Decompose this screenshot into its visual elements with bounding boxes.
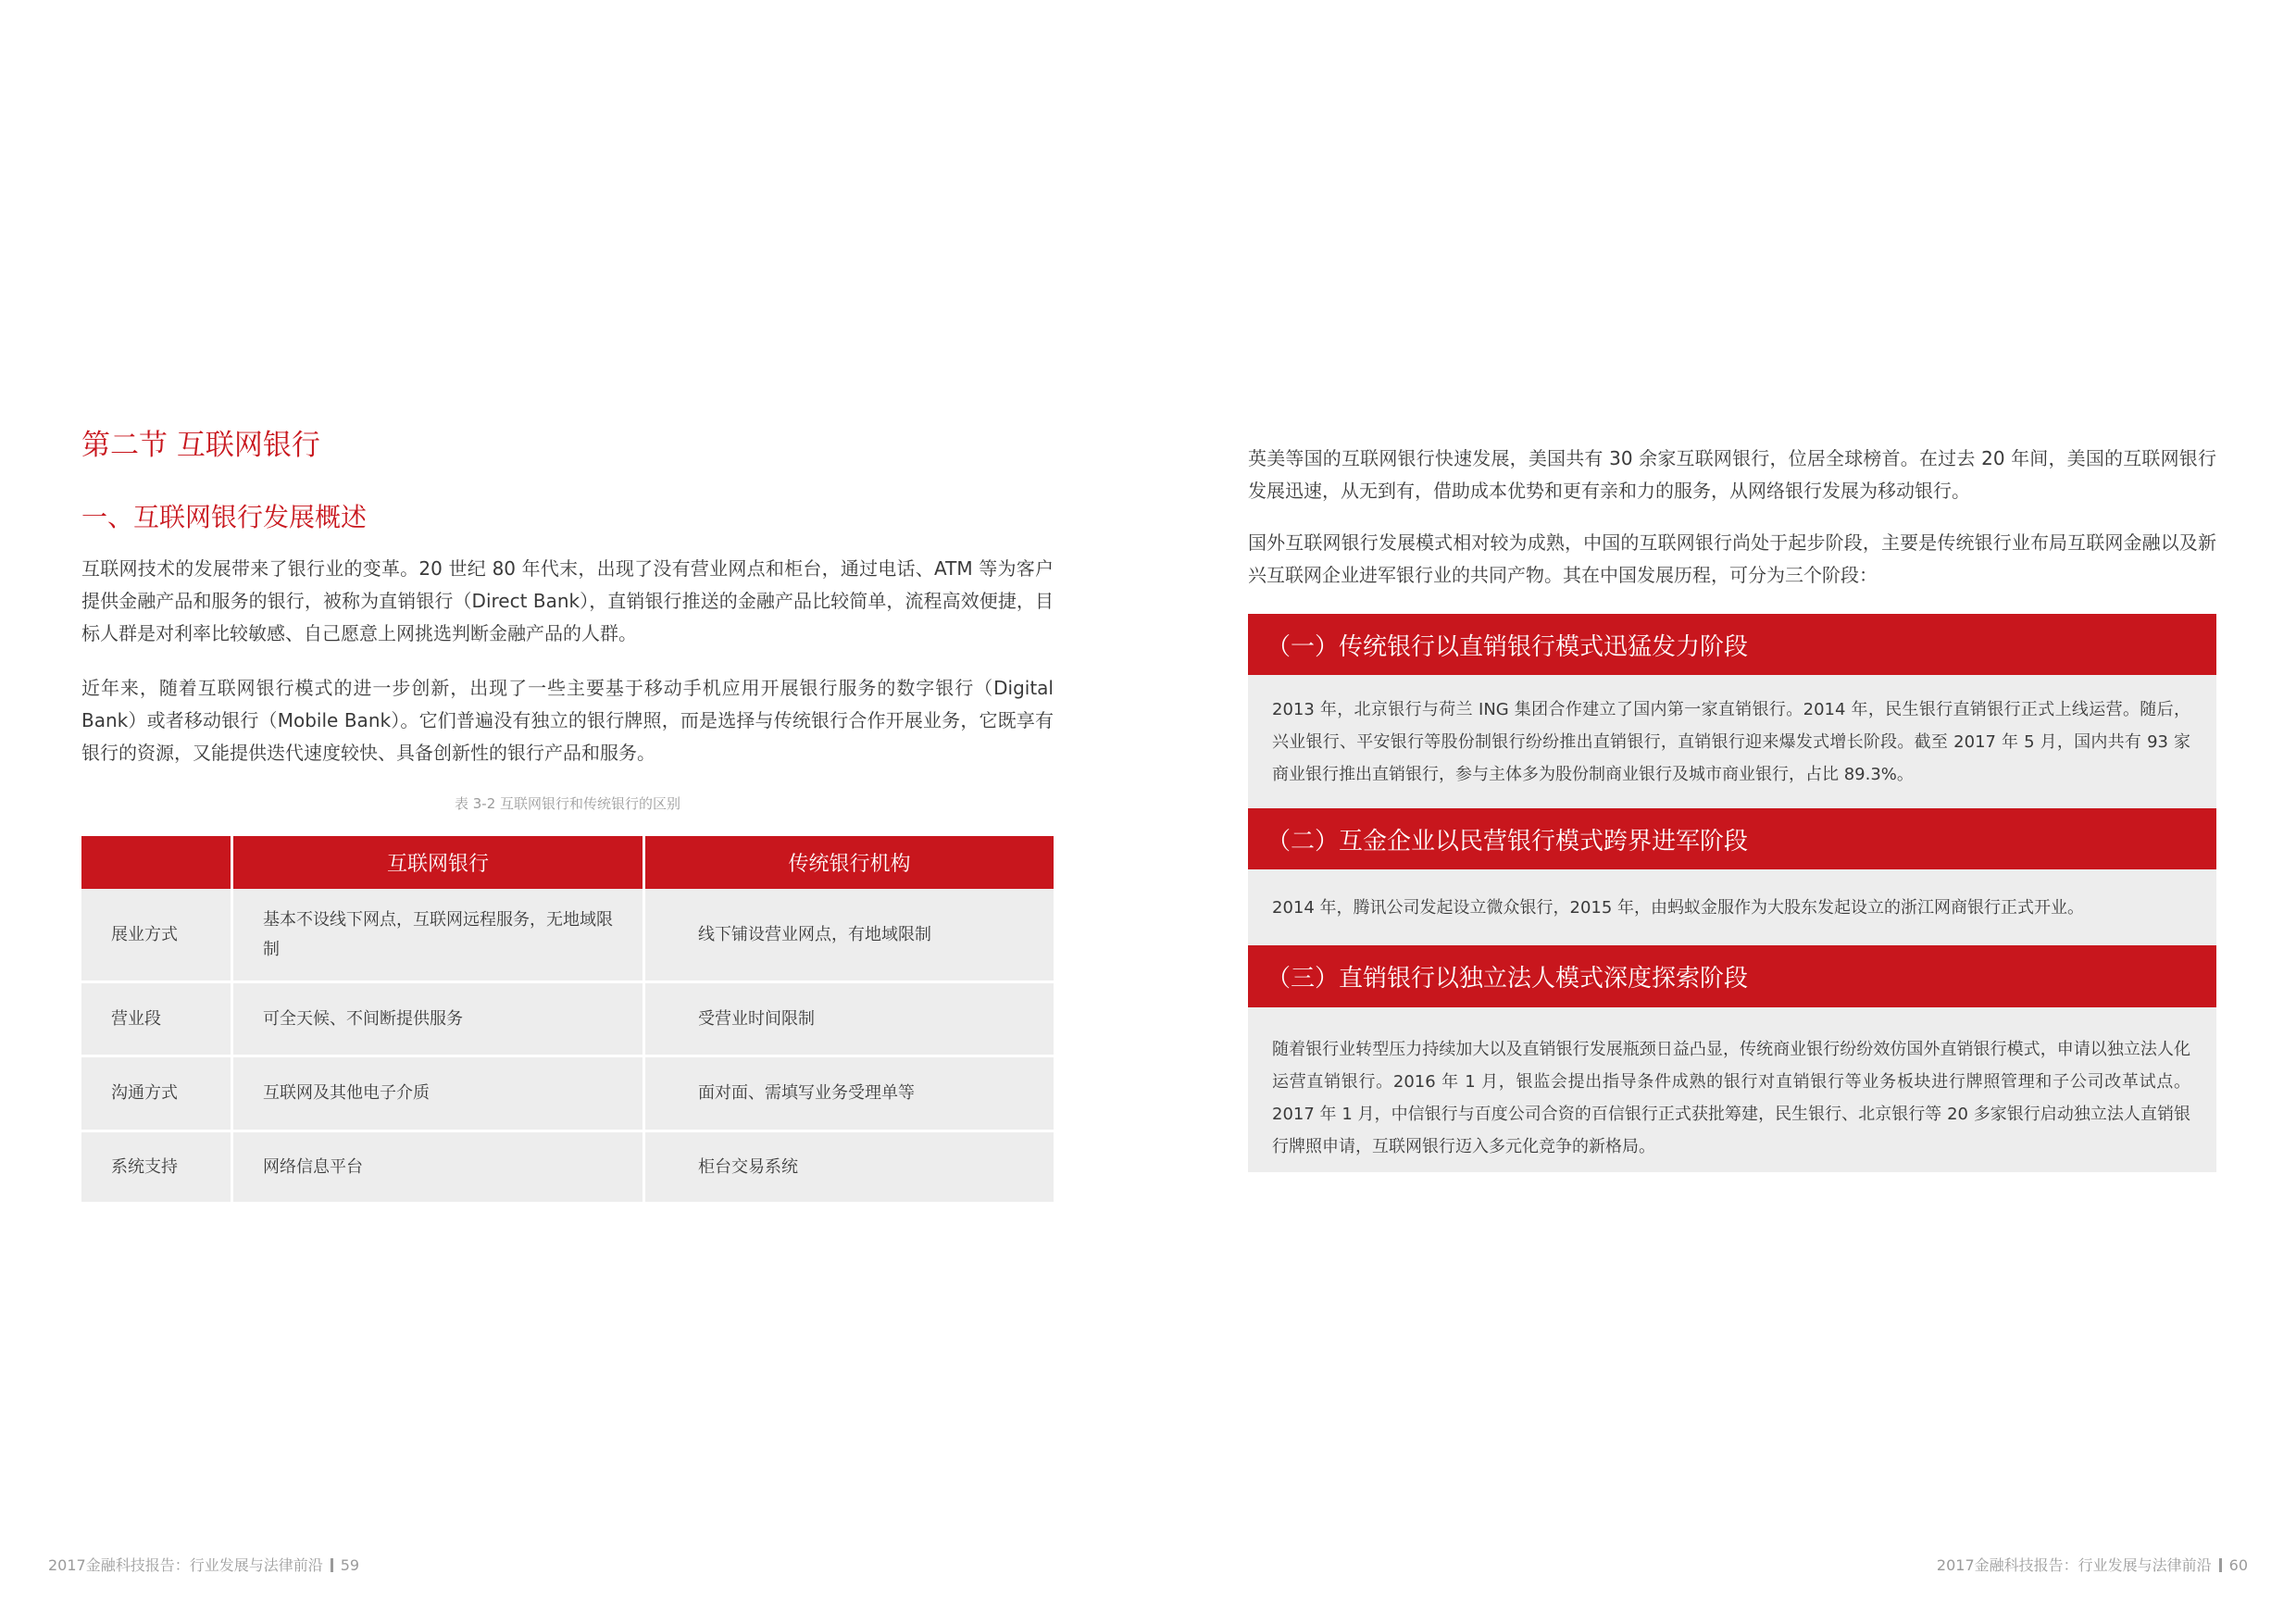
table-cell-label: 系统支持 bbox=[81, 1132, 233, 1205]
table-row bbox=[81, 889, 1054, 983]
subsection-title: 一、互联网银行发展概述 bbox=[81, 502, 368, 532]
right-paragraph-1: 英美等国的互联网银行快速发展，美国共有 30 余家互联网银行，位居全球榜首。在过去 20 年间，美国的互联网银行发展迅速，从无到有，借助成本优势和更有亲和力的服务，从网络银行发展为移动银行。 bbox=[1248, 447, 2216, 502]
table-header-internet-bank: 互联网银行 bbox=[233, 836, 645, 889]
table-header-blank bbox=[81, 836, 233, 889]
left-paragraph-2: 近年来，随着互联网银行模式的进一步创新，出现了一些主要基于移动手机应用开展银行服务的数字银行（Digital Bank）或者移动银行（Mobile Bank）。它们普遍没有独立的银行牌照，而是选择与传统银行合作开展业务，它既享有银行的资源，又能提供迭代速度较快、具备创新性的银行产品和服务。 bbox=[81, 677, 1054, 764]
table-cell-label: 展业方式 bbox=[81, 889, 233, 983]
table-header-row bbox=[81, 836, 1054, 889]
table-cell: 柜台交易系统 bbox=[645, 1132, 1054, 1205]
table-row bbox=[81, 983, 1054, 1057]
section-title: 第二节 互联网银行 bbox=[81, 429, 320, 462]
comparison-table bbox=[81, 836, 1054, 1205]
footer-right bbox=[1937, 1554, 2248, 1575]
table-row bbox=[81, 1057, 1054, 1132]
table-cell: 受营业时间限制 bbox=[645, 983, 1054, 1057]
footer-divider bbox=[2219, 1558, 2222, 1572]
stage-1-body: 2013 年，北京银行与荷兰 ING 集团合作建立了国内第一家直销银行。2014 年，民生银行直销银行正式上线运营。随后，兴业银行、平安银行等股份制银行纷纷推出直销银行，直销银行迎来爆发式增长阶段。截至 2017 年 5 月，国内共有 93 家商业银行推出直销银行，参与主体多为股份制商业银行及城市商业银行，占比 89.3%。 bbox=[1248, 675, 2216, 809]
table-cell-label: 营业段 bbox=[81, 983, 233, 1057]
table-row bbox=[81, 1132, 1054, 1205]
table-caption: 表 3-2 互联网银行和传统银行的区别 bbox=[454, 795, 681, 812]
table-cell: 基本不设线下网点，互联网远程服务，无地域限制 bbox=[233, 889, 645, 983]
table-cell-label: 沟通方式 bbox=[81, 1057, 233, 1132]
stage-3-body: 随着银行业转型压力持续加大以及直销银行发展瓶颈日益凸显，传统商业银行纷纷效仿国外直销银行模式，申请以独立法人化运营直销银行。2016 年 1 月，银监会提出指导条件成熟的银行对直销银行等业务板块进行牌照管理和子公司改革试点。2017 年 1 月，中信银行与百度公司合资的百信银行正式获批筹建，民生银行、北京银行等 20 多家银行启动独立法人直销银行牌照申请，互联网银行迈入多元化竞争的新格局。 bbox=[1248, 1007, 2216, 1172]
table-cell: 线下铺设营业网点，有地域限制 bbox=[645, 889, 1054, 983]
left-paragraph-1: 互联网技术的发展带来了银行业的变革。20 世纪 80 年代末，出现了没有营业网点和柜台，通过电话、ATM 等为客户提供金融产品和服务的银行，被称为直销银行（Direct Bank），直销银行推送的金融产品比较简单，流程高效便捷，目标人群是对利率比较敏感、自己愿意上网挑选判断金融产品的人群。 bbox=[81, 557, 1054, 644]
table-cell: 网络信息平台 bbox=[233, 1132, 645, 1205]
stage-2-title: （二）互金企业以民营银行模式跨界进军阶段 bbox=[1248, 808, 2216, 869]
footer-divider bbox=[331, 1558, 333, 1572]
footer-report-title: 2017金融科技报告：行业发展与法律前沿 bbox=[48, 1556, 323, 1574]
table-cell: 互联网及其他电子介质 bbox=[233, 1057, 645, 1132]
footer-report-title: 2017金融科技报告：行业发展与法律前沿 bbox=[1936, 1556, 2212, 1574]
page-number: 60 bbox=[2228, 1556, 2248, 1574]
table-cell: 可全天候、不间断提供服务 bbox=[233, 983, 645, 1057]
table-header-traditional-bank: 传统银行机构 bbox=[645, 836, 1054, 889]
stage-1-title: （一）传统银行以直销银行模式迅猛发力阶段 bbox=[1248, 614, 2216, 675]
page-number: 59 bbox=[340, 1556, 360, 1574]
stage-2-body: 2014 年，腾讯公司发起设立微众银行，2015 年，由蚂蚁金服作为大股东发起设立的浙江网商银行正式开业。 bbox=[1248, 869, 2216, 946]
table-cell: 面对面、需填写业务受理单等 bbox=[645, 1057, 1054, 1132]
stage-3-title: （三）直销银行以独立法人模式深度探索阶段 bbox=[1248, 945, 2216, 1007]
right-paragraph-2: 国外互联网银行发展模式相对较为成熟，中国的互联网银行尚处于起步阶段，主要是传统银行业布局互联网金融以及新兴互联网企业进军银行业的共同产物。其在中国发展历程，可分为三个阶段： bbox=[1248, 531, 2216, 586]
footer-left bbox=[48, 1554, 359, 1575]
